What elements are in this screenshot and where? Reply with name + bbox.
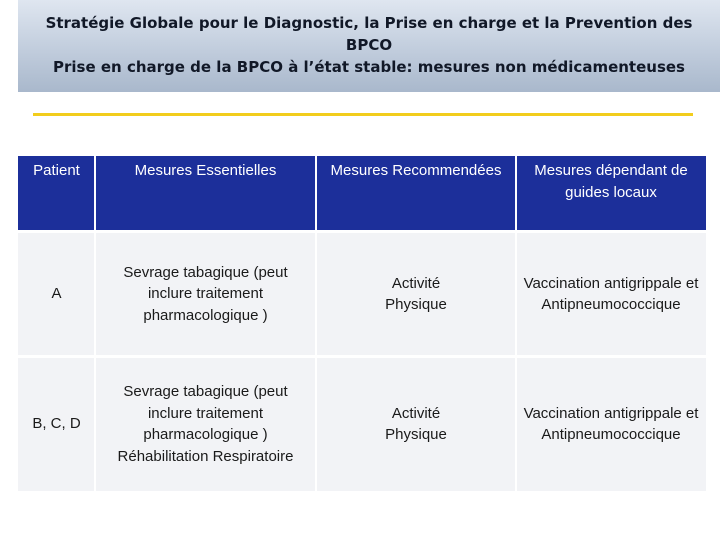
row-bcd-essentielles: Sevrage tabagique (peut inclure traitement pharmacologique ) Réhabilitation Respiratoire [95, 357, 316, 491]
grid-line-v2 [315, 156, 317, 491]
row-a-recommandees: Activité Physique [316, 231, 516, 357]
grid-line-h1 [18, 230, 706, 233]
grid-line-h2 [18, 355, 706, 358]
header-patient: Patient [18, 156, 95, 231]
header-essentielles: Mesures Essentielles [95, 156, 316, 231]
row-bcd-recommandees: Activité Physique [316, 357, 516, 491]
grid-line-v1 [94, 156, 96, 491]
slide-title [18, 12, 720, 78]
title-line-3: Prise en charge de la BPCO à l’état stable: mesures non médicamenteuses [53, 58, 685, 76]
header-locaux: Mesures dépendant de guides locaux [516, 156, 706, 231]
row-a-essentielles: Sevrage tabagique (peut inclure traitement pharmacologique ) [95, 231, 316, 357]
row-bcd-locaux: Vaccination antigrippale et Antipneumococcique [516, 357, 706, 491]
row-a-locaux: Vaccination antigrippale et Antipneumococcique [516, 231, 706, 357]
divider-rule [33, 113, 693, 116]
grid-line-v3 [515, 156, 517, 491]
measures-table [18, 156, 706, 491]
title-line-1: Stratégie Globale pour le Diagnostic, la Prise en charge et la Prevention des [45, 14, 693, 32]
row-bcd-patient: B, C, D [18, 357, 95, 491]
row-a-patient: A [18, 231, 95, 357]
header-recommandees: Mesures Recommendées [316, 156, 516, 231]
title-line-2: BPCO [345, 36, 393, 54]
